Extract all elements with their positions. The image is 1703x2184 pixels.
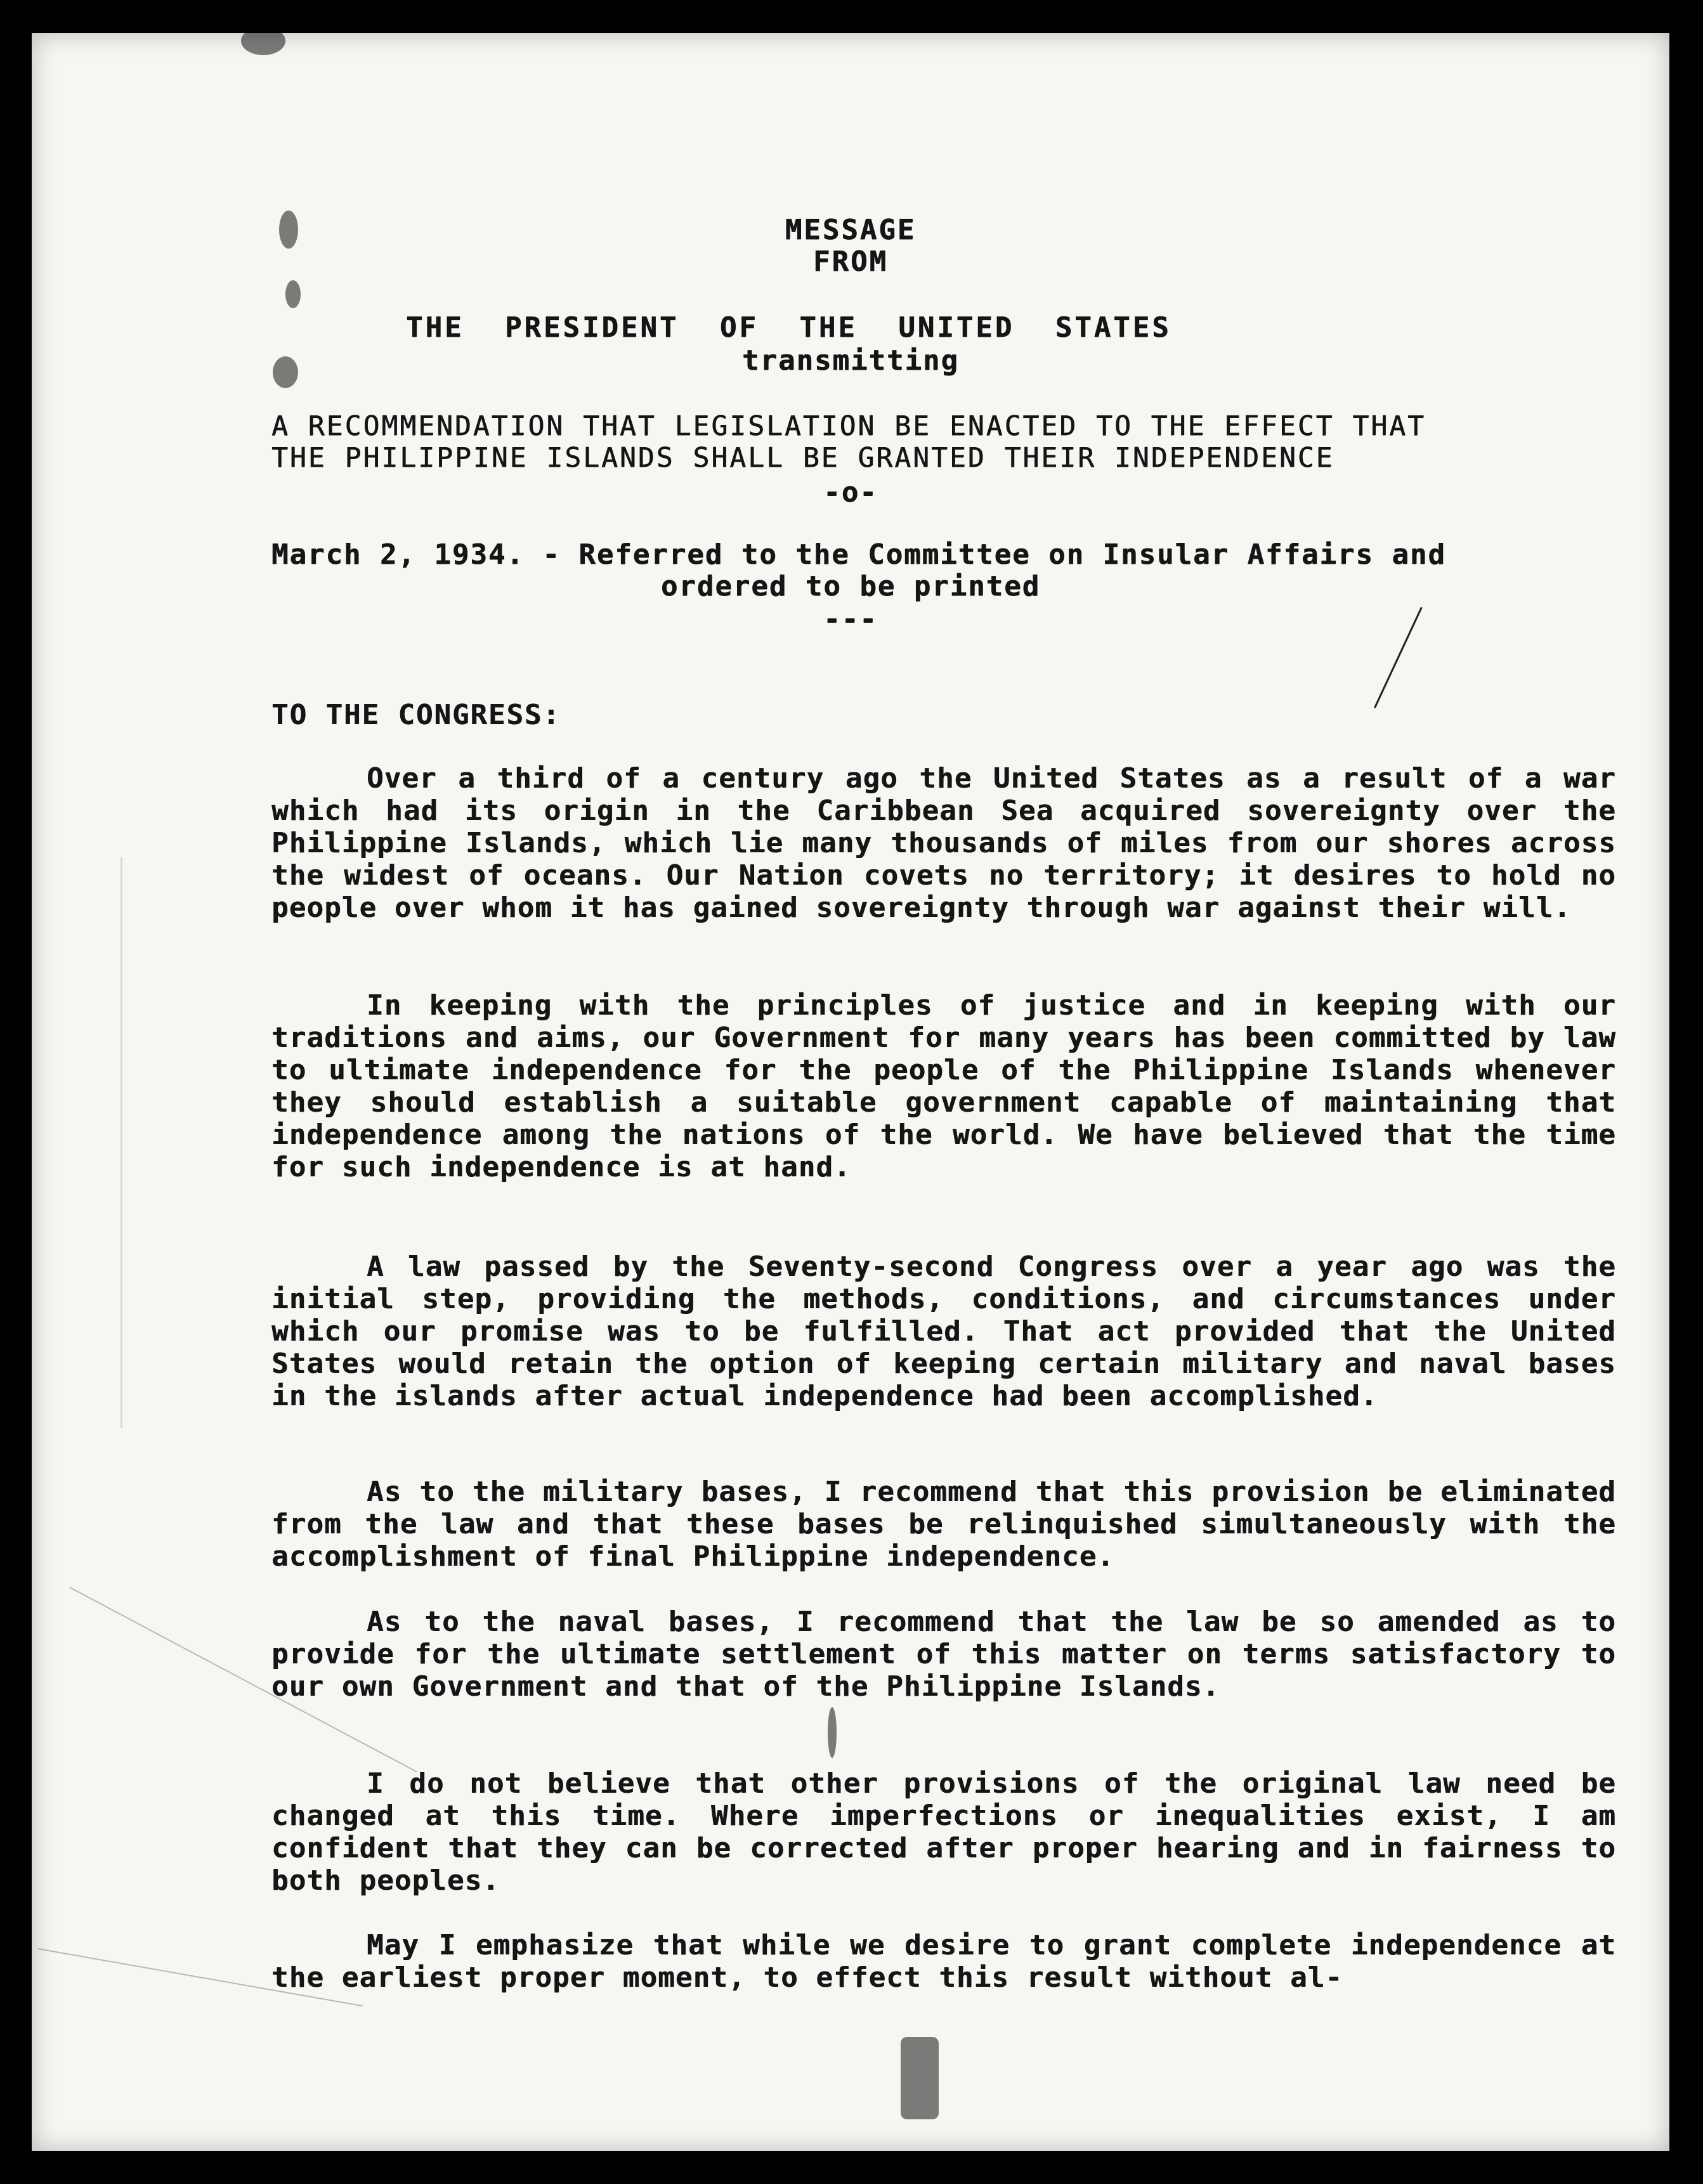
title-message: MESSAGE (785, 214, 917, 246)
paragraph-6: I do not believe that other provisions of the original law need be changed at this time. Where imperfections or inequalities exist, I am confident that they can be corrected after proper hearing and in fairness to both peoples. (271, 1767, 1616, 1897)
salutation: TO THE CONGRESS: (271, 699, 561, 731)
subject-line-1: A RECOMMENDATION THAT LEGISLATION BE ENACTED TO THE EFFECT THAT (271, 410, 1426, 442)
typed-message (32, 33, 1669, 2151)
paragraph-7: May I emphasize that while we desire to grant complete independence at the earliest proper moment, to effect this result without al- (271, 1929, 1616, 1994)
referral-line-2: ordered to be printed (660, 570, 1041, 602)
subject-line-2: THE PHILIPPINE ISLANDS SHALL BE GRANTED THEIR INDEPENDENCE (271, 442, 1334, 474)
paragraph-3: A law passed by the Seventy-second Congress over a year ago was the initial step, providing the methods, conditions, and circumstances under which our promise was to be fulfilled. That act provided that the United States would retain the option of keeping certain military and naval bases in the islands after actual independence had been accomplished. (271, 1251, 1616, 1412)
paragraph-1: Over a third of a century ago the United States as a result of a war which had its origin in the Caribbean Sea acquired sovereignty over the Philippine Islands, which lie many thousands of miles from our shores across the widest of oceans. Our Nation covets no territory; it desires to hold no people over whom it has gained sovereignty through war against their will. (271, 762, 1616, 924)
referral-line-1: March 2, 1934. - Referred to the Committee on Insular Affairs and (271, 538, 1446, 571)
title-transmitting: transmitting (742, 344, 959, 377)
paragraph-2: In keeping with the principles of justice and in keeping with our traditions and aims, our Government for many years has been committed by law to ultimate independence for the people of the Philippine Islands whenever they should establish a suitable government capable of maintaining that independence among the nations of the world. We have believed that the time for such independence is at hand. (271, 989, 1616, 1183)
title-from: FROM (813, 245, 888, 278)
title-president: THE PRESIDENT OF THE UNITED STATES (406, 311, 1171, 344)
document-page (32, 33, 1669, 2151)
separator-dashes: --- (823, 603, 878, 635)
paragraph-5: As to the naval bases, I recommend that the law be so amended as to provide for the ultimate settlement of this matter on terms satisfactory to our own Government and that of the Philippine Islands. (271, 1606, 1616, 1703)
paragraph-4: As to the military bases, I recommend that this provision be eliminated from the law and that these bases be relinquished simultaneously with the accomplishment of final Philippine independence. (271, 1476, 1616, 1573)
separator-o: -o- (823, 476, 878, 509)
